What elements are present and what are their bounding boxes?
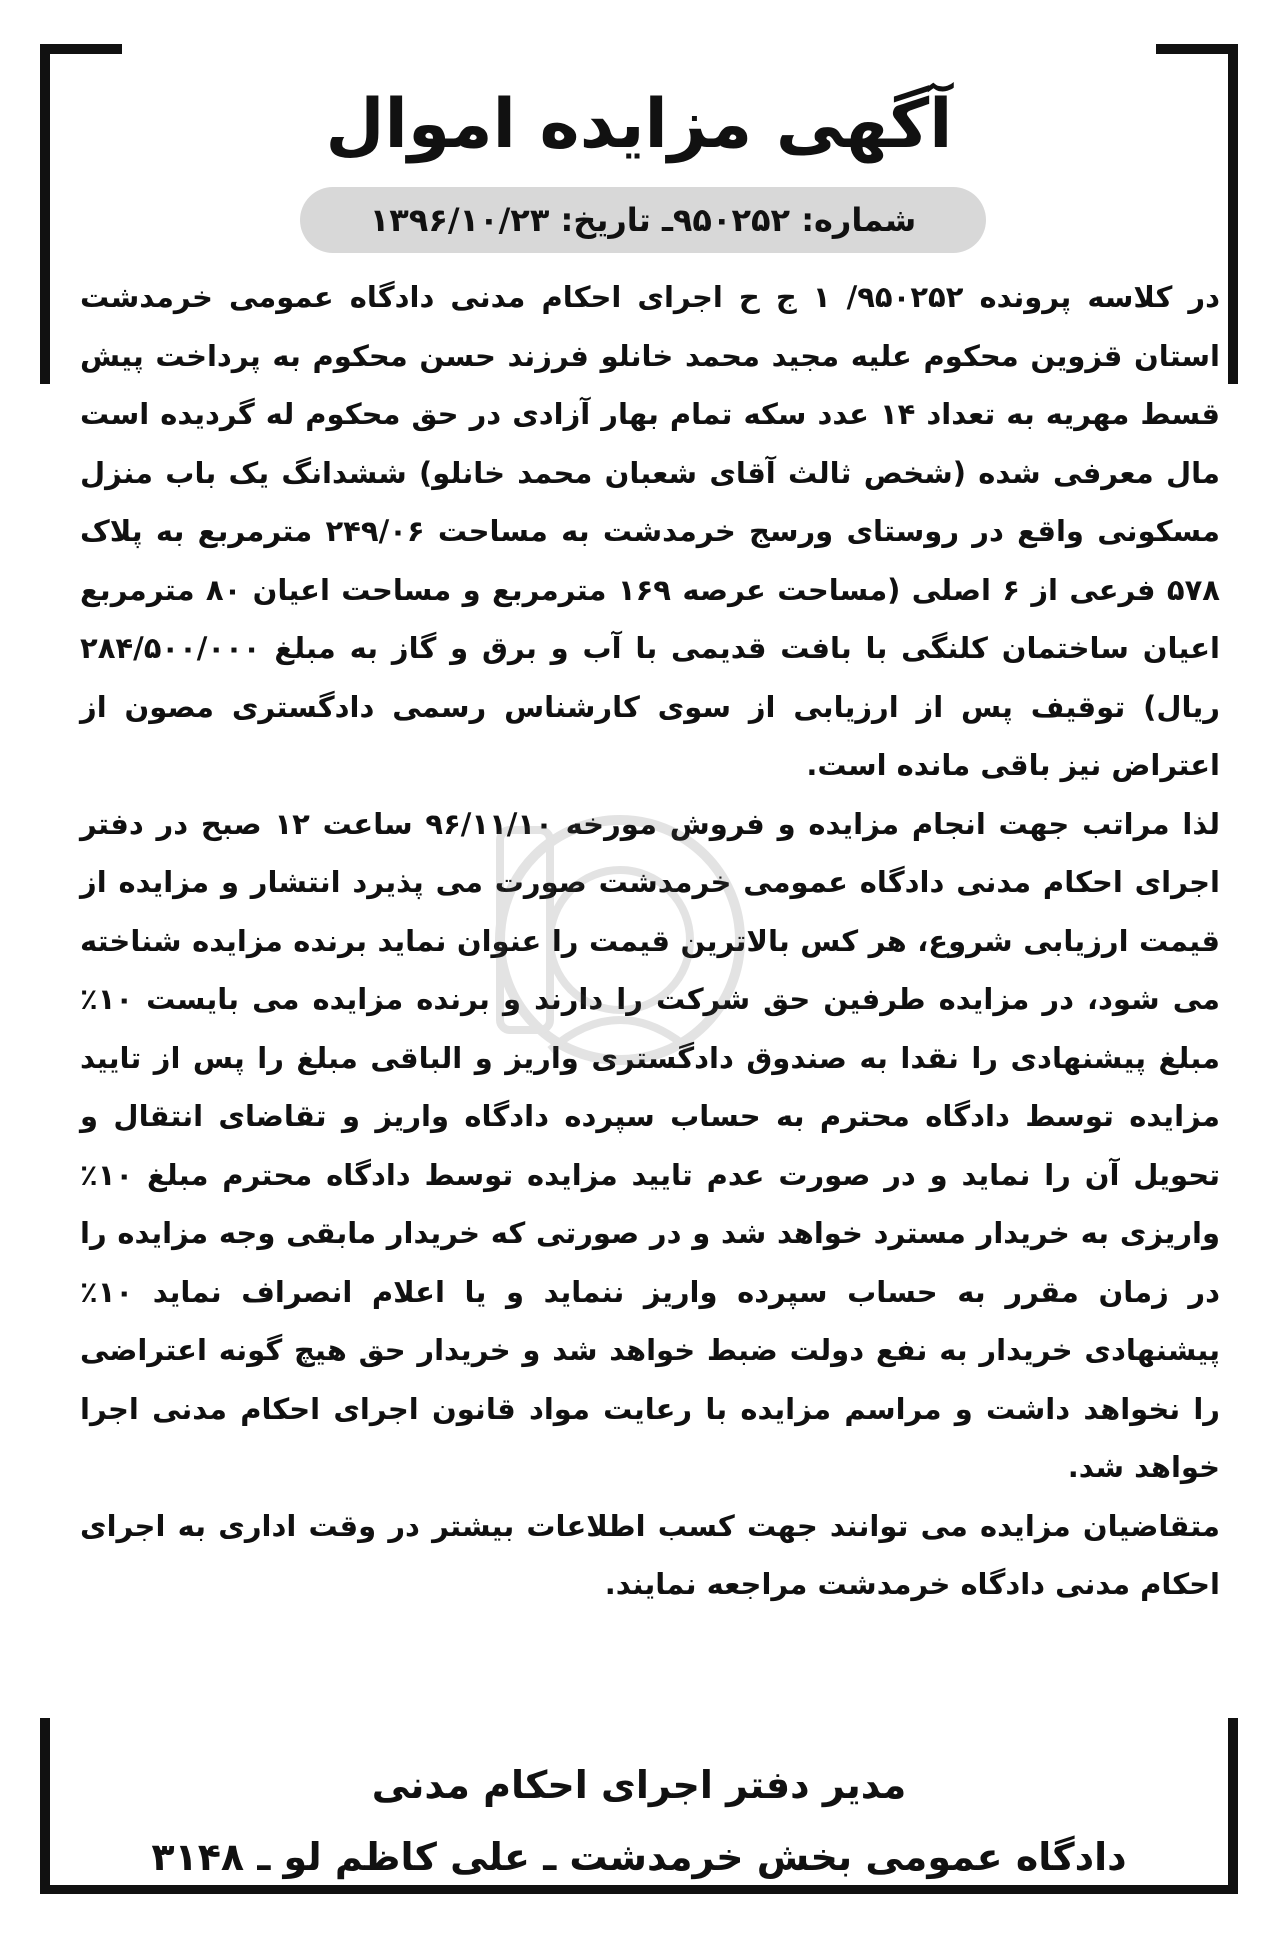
frame-left-top-bar <box>40 44 50 384</box>
notice-title: آگهی مزایده اموال <box>325 85 953 164</box>
notice-paragraph-case: در کلاسه پرونده ۹۵۰۲۵۲/ ۱ ج ح اجرای احکام مدنی دادگاه عمومی خرمدشت استان قزوین محکوم علیه مجید محمد خانلو فرزند حسن محکوم به پرداخت پیش قسط مهریه به تعداد ۱۴ عدد سکه تمام بهار آزادی در حق محکوم له گردیده است مال معرفی شده (شخص ثالث آقای شعبان محمد خانلو) ششدانگ یک باب منزل مسکونی واقع در روستای ورسج خرمدشت به مساحت ۲۴۹/۰۶ مترمربع به پلاک ۵۷۸ فرعی از ۶ اصلی (مساحت عرصه ۱۶۹ مترمربع و مساحت اعیان ۸۰ مترمربع اعیان ساختمان کلنگی با بافت قدیمی با آب و برق و گاز به مبلغ ۲۸۴/۵۰۰/۰۰۰ ریال) توقیف پس از ارزیابی از سوی کارشناس رسمی دادگستری مصون از اعتراض نیز باقی مانده است. <box>80 280 1221 782</box>
signature-name-line: دادگاه عمومی بخش خرمدشت ـ علی کاظم لو ـ ۳۱۴۸ <box>151 1835 1127 1879</box>
reference-number-badge: شماره: ۹۵۰۲۵۲ـ تاریخ: ۱۳۹۶/۱۰/۲۳ <box>300 187 986 253</box>
notice-body <box>80 268 1220 1614</box>
notice-paragraph-inquiries: متقاضیان مزایده می توانند جهت کسب اطلاعات بیشتر در وقت اداری به اجرای احکام مدنی دادگاه خرمدشت مراجعه نمایند. <box>80 1508 1220 1601</box>
notice-paragraph-auction-terms: لذا مراتب جهت انجام مزایده و فروش مورخه ۹۶/۱۱/۱۰ ساعت ۱۲ صبح در دفتر اجرای احکام مدنی دادگاه عمومی خرمدشت صورت می پذیرد انتشار و مزایده از قیمت ارزیابی شروع، هر کس بالاترین قیمت را عنوان نماید برنده مزایده شناخته می شود، در مزایده طرفین حق شرکت را دارند و برنده مزایده می بایست ۱۰٪ مبلغ پیشنهادی را نقدا به صندوق دادگستری واریز و الباقی مبلغ را پس از تایید مزایده توسط دادگاه محترم به حساب سپرده دادگاه واریز و تقاضای انتقال و تحویل آن را نماید و در صورت عدم تایید مزایده توسط دادگاه محترم مبلغ ۱۰٪ واریزی به خریدار مسترد خواهد شد و در صورتی که خریدار مابقی وجه مزایده را در زمان مقرر به حساب سپرده واریز ننماید و یا اعلام انصراف نماید ۱۰٪ پیشنهادی خریدار به نفع دولت ضبط خواهد شد و خریدار حق هیچ گونه اعتراضی را نخواهد داشت و مراسم مزایده با رعایت مواد قانون اجرای احکام مدنی اجرا خواهد شد. <box>80 806 1220 1484</box>
frame-corner-top-right <box>1156 44 1238 54</box>
frame-left-bottom-bar <box>40 1718 50 1894</box>
frame-right-bottom-bar <box>1228 1718 1238 1894</box>
frame-corner-top-left <box>40 44 122 54</box>
signature-title: مدیر دفتر اجرای احکام مدنی <box>371 1763 907 1807</box>
frame-right-top-bar <box>1228 44 1238 384</box>
